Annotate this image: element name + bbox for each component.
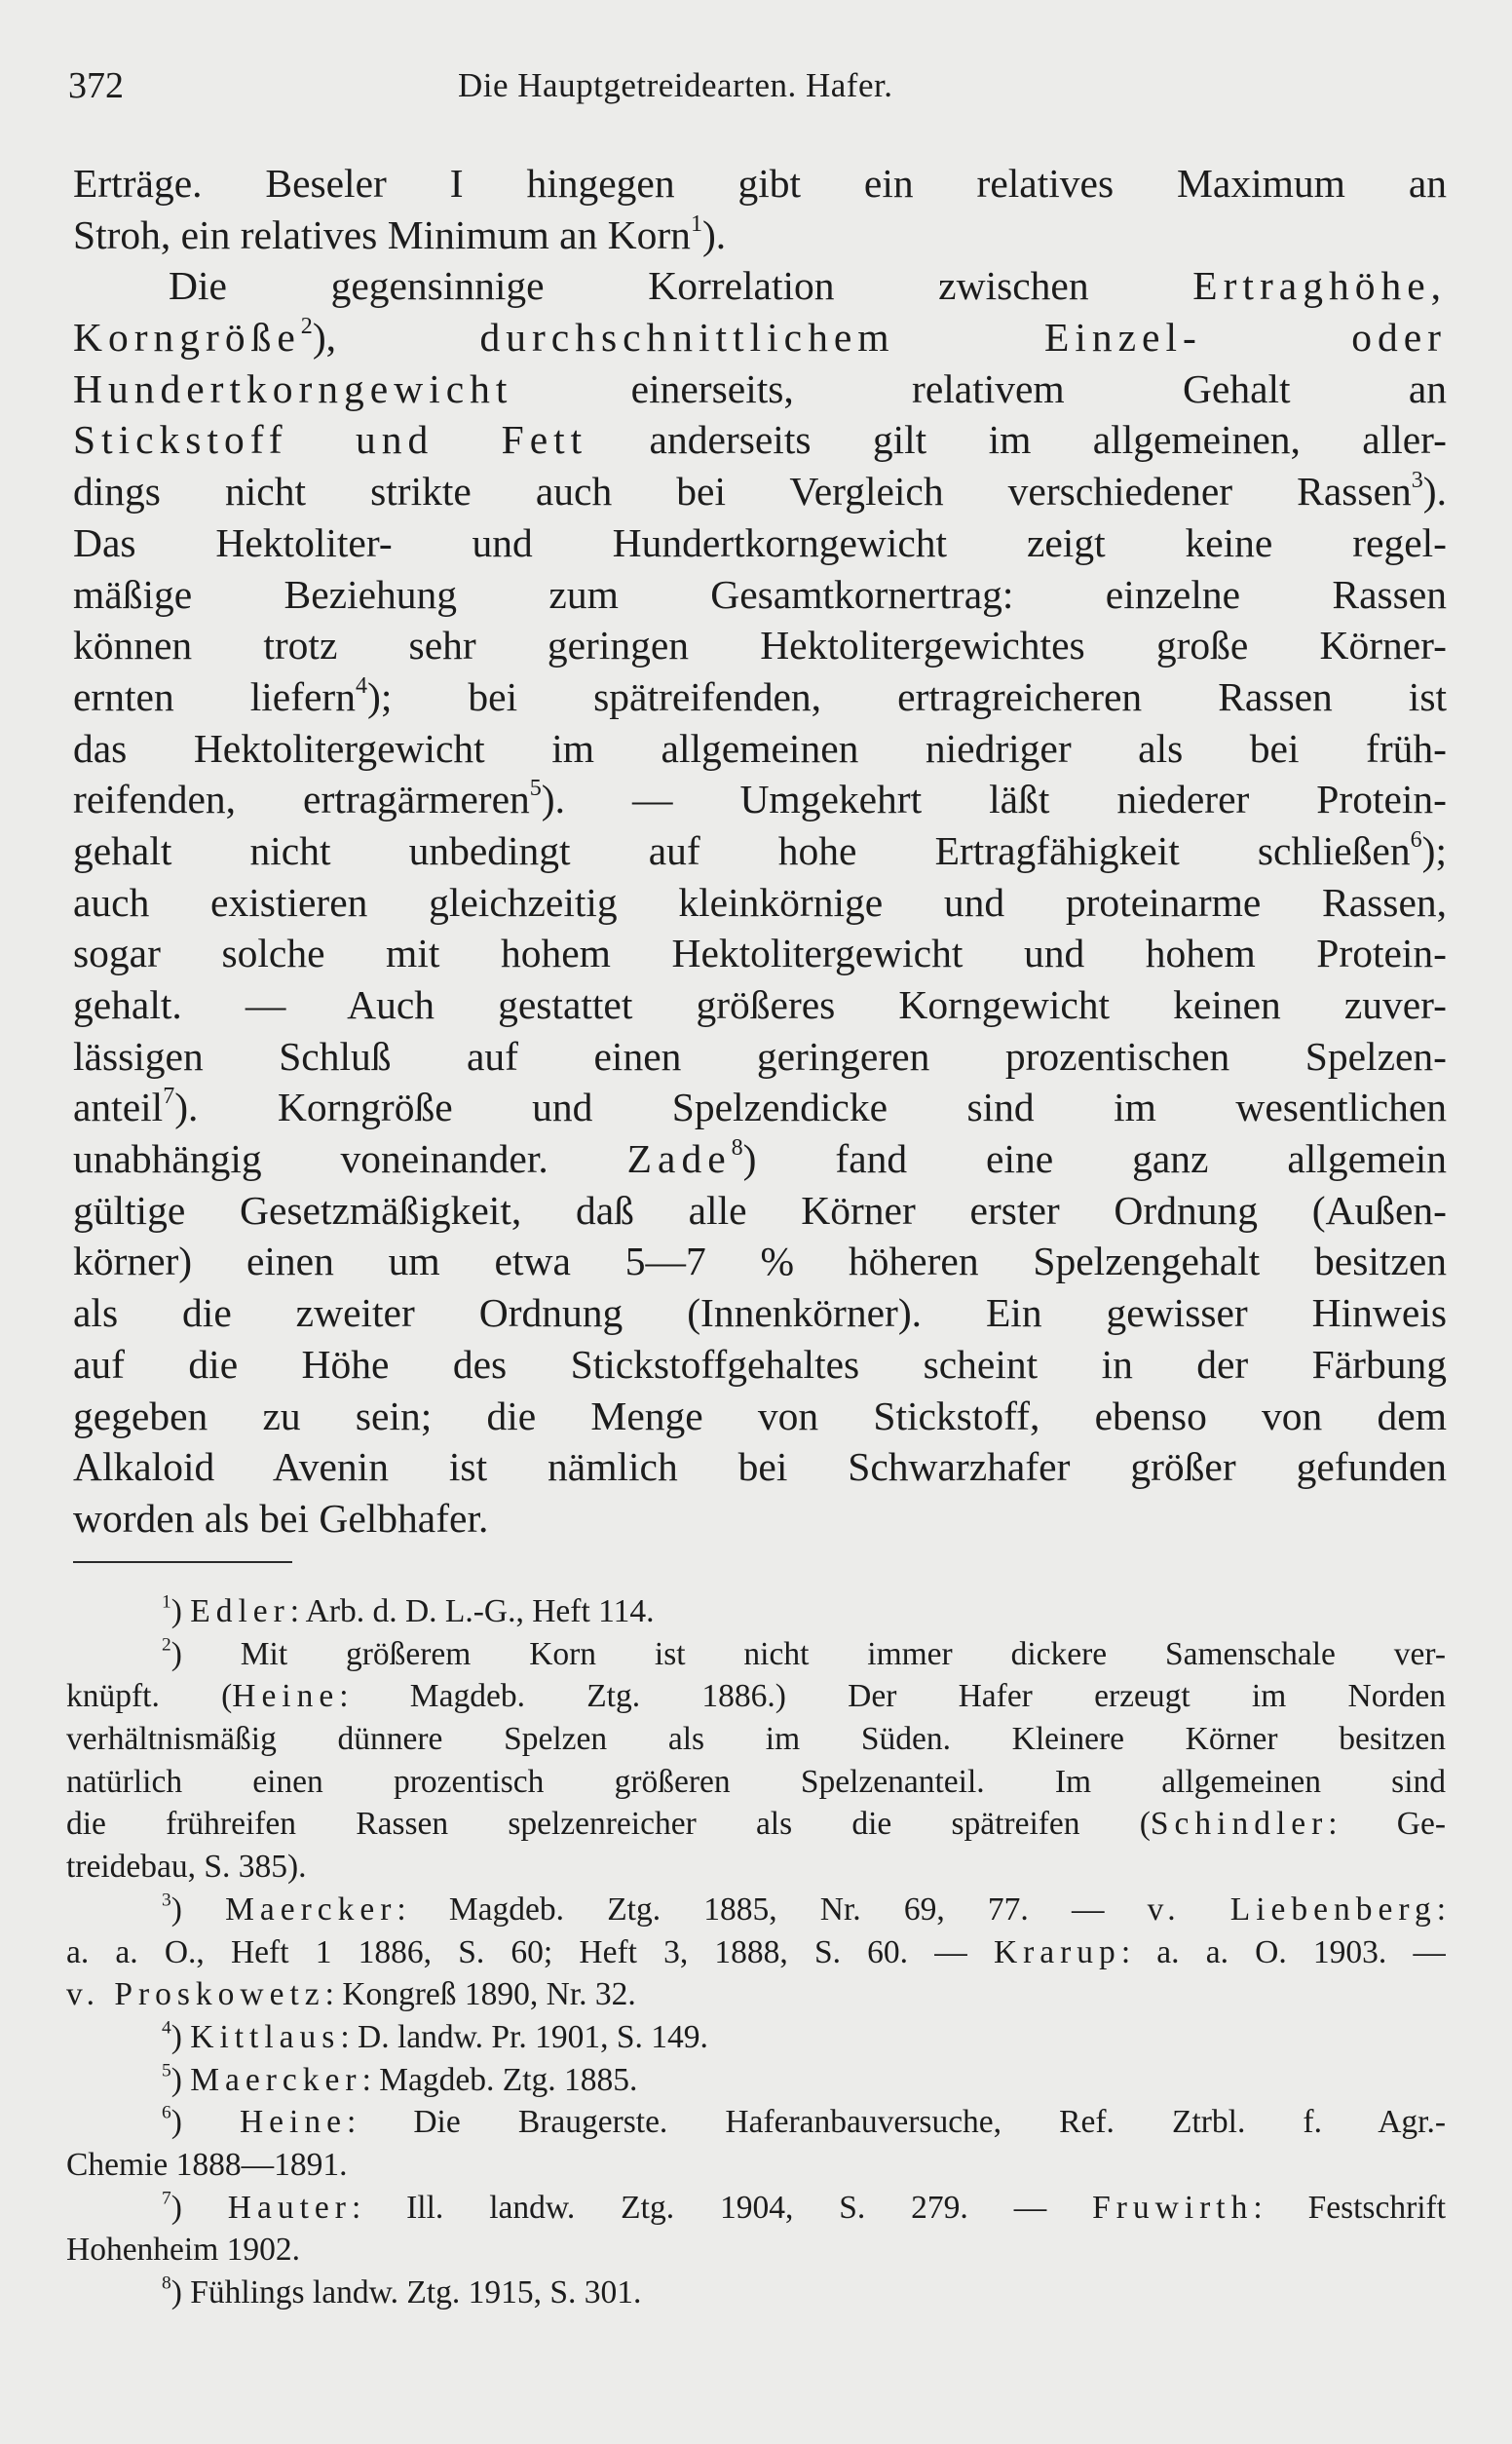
footnote-line: Chemie 1888—1891. xyxy=(66,2146,348,2183)
footnote-6: $^6$) Heine: Die Braugerste. Haferanbauversuche, Ref. Ztrbl. f. Agr.- xyxy=(162,2102,1446,2141)
footnote-ref[interactable]: 6 xyxy=(1410,826,1422,853)
text-line: ernten liefern$^4$); bei spätreifenden, ertragreicheren Rassen ist xyxy=(73,672,1447,719)
text-line: Stickstoff und Fett anderseits gilt im allgemeinen, aller- xyxy=(73,417,1447,463)
footnote-7: $^7$) Hauter: Ill. landw. Ztg. 1904, S. 279. — Fruwirth: Festschrift xyxy=(162,2188,1446,2226)
footnote-ref[interactable]: 8 xyxy=(731,1135,743,1162)
footnote-ref[interactable]: 5 xyxy=(529,776,542,802)
text-line: Alkaloid Avenin ist nämlich bei Schwarzhafer größer gefunden xyxy=(73,1444,1447,1490)
footnote-line: Hohenheim 1902. xyxy=(66,2232,301,2269)
footnote-2: $^2$) Mit größerem Korn ist nicht immer dickere Samenschale ver- xyxy=(162,1634,1446,1672)
text-line: Korngröße$^2$), durchschnittlichem Einzel- oder xyxy=(73,314,1447,361)
text-line: anteil$^7$). Korngröße und Spelzendicke sind im wesentlichen xyxy=(73,1084,1447,1130)
footnote-mark: 5 xyxy=(162,2060,171,2081)
footnote-8: $^8$) Fühlings landw. Ztg. 1915, S. 301. xyxy=(162,2272,642,2310)
footnote-line: treidebau, S. 385). xyxy=(66,1849,307,1886)
footnote-line: knüpft. (Heine: Magdeb. Ztg. 1886.) Der Hafer erzeugt im Norden xyxy=(66,1678,1446,1715)
text-line: Hundertkorngewicht einerseits, relativem Gehalt an xyxy=(73,365,1447,411)
footnote-5: $^5$) Maercker: Magdeb. Ztg. 1885. xyxy=(162,2060,638,2098)
text-line: gehalt. — Auch gestattet größeres Korngewicht keinen zuver- xyxy=(73,982,1447,1027)
footnote-line: verhältnismäßig dünnere Spelzen als im Süden. Kleinere Körner besitzen xyxy=(66,1721,1446,1758)
text-line: mäßige Beziehung zum Gesamtkornertrag: einzelne Rassen xyxy=(73,571,1447,617)
footnote-mark: 1 xyxy=(162,1591,171,1613)
text-line: können trotz sehr geringen Hektolitergewichtes große Körner- xyxy=(73,623,1447,668)
text-line: gehalt nicht unbedingt auf hohe Ertragfähigkeit schließen$^6$); xyxy=(73,826,1447,873)
text-line: Erträge. Beseler I hingegen gibt ein relatives Maximum an xyxy=(73,161,1447,206)
text-line: auch existieren gleichzeitig kleinkörnige und proteinarme Rassen, xyxy=(73,879,1447,925)
footnote-ref[interactable]: 4 xyxy=(356,672,368,699)
text-line: als die zweiter Ordnung (Innenkörner). Ein gewisser Hinweis xyxy=(73,1290,1447,1336)
page-number: 372 xyxy=(68,65,124,106)
text-line: gegeben zu sein; die Menge von Stickstoff, ebenso von dem xyxy=(73,1393,1447,1438)
text-line: das Hektolitergewicht im allgemeinen niedriger als bei früh- xyxy=(73,725,1447,771)
text-line: körner) einen um etwa 5—7 % höheren Spelzengehalt besitzen xyxy=(73,1239,1447,1284)
footnote-ref[interactable]: 3 xyxy=(1411,468,1423,494)
text-line: worden als bei Gelbhafer. xyxy=(73,1495,489,1541)
text-line: Stroh, ein relatives Minimum an Korn$^1$). xyxy=(73,210,727,257)
text-line: Die gegensinnige Korrelation zwischen Ertraghöhe, xyxy=(169,263,1447,309)
text-line: auf die Höhe des Stickstoffgehaltes scheint in der Färbung xyxy=(73,1341,1447,1387)
footnote-4: $^4$) Kittlaus: D. landw. Pr. 1901, S. 149. xyxy=(162,2017,708,2055)
text-line: gültige Gesetzmäßigkeit, daß alle Körner erster Ordnung (Außen- xyxy=(73,1187,1447,1233)
footnote-mark: 3 xyxy=(162,1890,171,1911)
footnote-3: $^3$) Maercker: Magdeb. Ztg. 1885, Nr. 69, 77. — v. Liebenberg: xyxy=(162,1890,1446,1928)
footnote-mark: 6 xyxy=(162,2102,171,2123)
footnote-ref[interactable]: 7 xyxy=(163,1084,175,1110)
footnote-mark: 4 xyxy=(162,2017,171,2039)
text-line: unabhängig voneinander. Zade$^8$) fand eine ganz allgemein xyxy=(73,1135,1447,1182)
footnote-1: $^1$) Edler: Arb. d. D. L.-G., Heft 114. xyxy=(162,1591,655,1629)
footnotes xyxy=(66,1590,1446,2314)
running-title: Die Hauptgetreidearten. Hafer. xyxy=(458,66,893,104)
text-line: reifenden, ertragärmeren$^5$). — Umgekehrt läßt niederer Protein- xyxy=(73,776,1447,822)
footnote-line: die frühreifen Rassen spelzenreicher als die spätreifen (Schindler: Ge- xyxy=(66,1806,1446,1843)
body-text xyxy=(73,158,1447,1545)
text-line: Das Hektoliter- und Hundertkorngewicht zeigt keine regel- xyxy=(73,519,1447,565)
text-line: lässigen Schluß auf einen geringeren prozentischen Spelzen- xyxy=(73,1033,1447,1079)
text-line: dings nicht strikte auch bei Vergleich verschiedener Rassen$^3$). xyxy=(73,468,1447,515)
footnote-mark: 8 xyxy=(162,2272,171,2294)
footnote-ref[interactable]: 1 xyxy=(690,210,702,237)
footnote-ref[interactable]: 2 xyxy=(300,314,313,340)
footnote-line: natürlich einen prozentisch größeren Spelzenanteil. Im allgemeinen sind xyxy=(66,1763,1446,1800)
footnote-divider xyxy=(73,1561,292,1563)
footnote-line: v. Proskowetz: Kongreß 1890, Nr. 32. xyxy=(66,1976,636,2013)
footnote-mark: 2 xyxy=(162,1634,171,1656)
footnote-mark: 7 xyxy=(162,2188,171,2209)
text-line: sogar solche mit hohem Hektolitergewicht und hohem Protein- xyxy=(73,931,1447,976)
page-header xyxy=(0,64,1512,113)
footnote-line: a. a. O., Heft 1 1886, S. 60; Heft 3, 1888, S. 60. — Krarup: a. a. O. 1903. — xyxy=(66,1933,1446,1970)
